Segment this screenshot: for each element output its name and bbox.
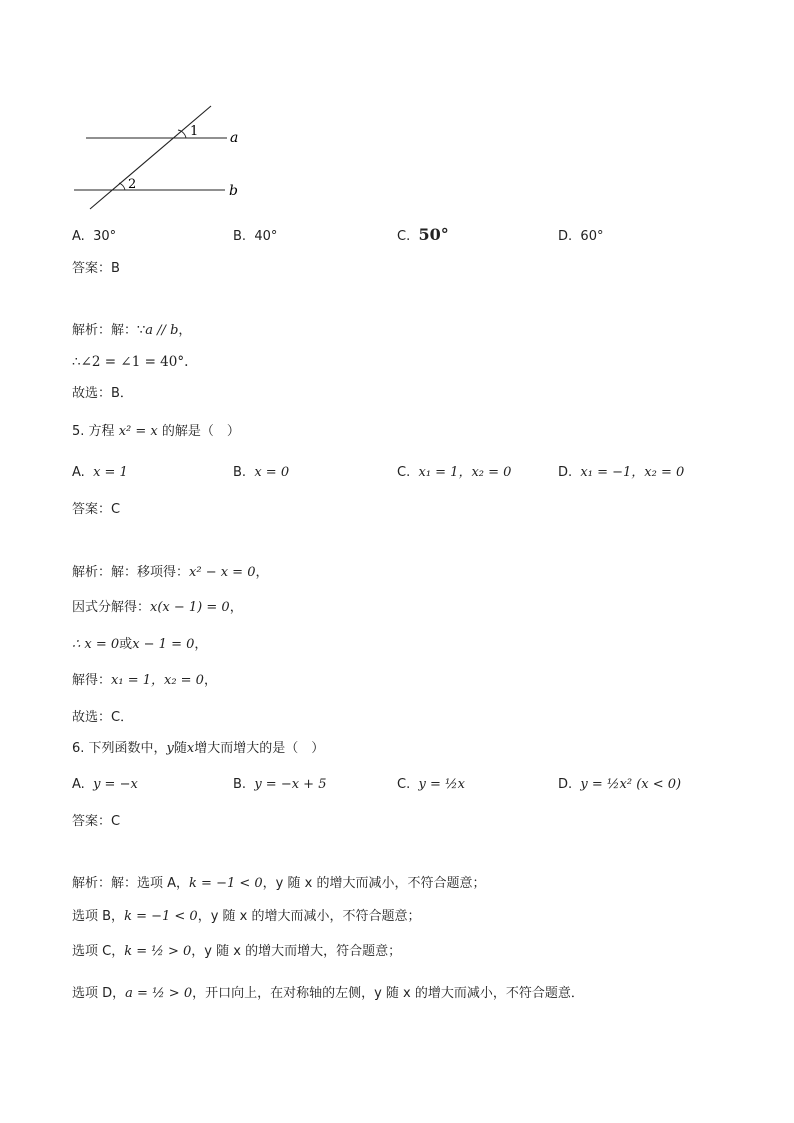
analysis-suffix: ，y 随 x 的增大而减小，不符合题意； [197, 909, 421, 924]
math-expression: x − 1 = 0 [132, 637, 195, 652]
math-expression: k = ½ > 0 [124, 944, 192, 959]
analysis-prefix: 选项 C， [72, 944, 125, 959]
analysis-suffix: ，y 随 x 的增大而减小，不符合题意； [262, 876, 486, 891]
q5-analysis-line-2 [72, 599, 243, 617]
q6-answer: 答案：C [72, 814, 121, 829]
option-value: x = 1 [93, 465, 128, 480]
q5-option-d [558, 464, 684, 482]
q4-option-d [558, 228, 603, 246]
q5-option-b [233, 464, 289, 482]
option-letter: D. [558, 465, 573, 480]
option-value: 40° [254, 229, 278, 244]
punctuation: ， [203, 673, 217, 688]
option-letter: C. [397, 777, 411, 792]
q4-option-b [233, 228, 277, 246]
option-letter: A. [72, 229, 85, 244]
question-text: 的解是（ ） [161, 424, 240, 439]
option-value: y = ½x² (x < 0) [580, 777, 682, 792]
option-letter: B. [233, 229, 247, 244]
line-a-label: a [230, 130, 239, 146]
q5-option-c [397, 464, 511, 482]
option-letter: B. [233, 465, 247, 480]
q5-stem [72, 423, 240, 441]
option-letter: A. [72, 465, 85, 480]
math-expression: x(x − 1) = 0 [150, 600, 230, 615]
q6-option-c [397, 776, 465, 794]
q5-analysis-line-4 [72, 672, 217, 690]
punctuation: ， [194, 637, 208, 652]
q6-stem [72, 740, 324, 758]
angle-2-label: 2 [128, 177, 137, 192]
option-letter: B. [233, 777, 247, 792]
q6-option-a [72, 776, 138, 794]
math-expression: k = −1 < 0 [189, 876, 263, 891]
q6-option-b [233, 776, 326, 794]
angle-1-label: 1 [190, 124, 199, 139]
punctuation: ， [229, 600, 243, 615]
q5-analysis-line-3 [72, 636, 207, 654]
step-label: 解得： [72, 673, 112, 688]
option-value: y = −x + 5 [254, 777, 327, 792]
q4-answer: 答案：B [72, 261, 120, 276]
q4-option-c [397, 226, 449, 246]
option-value: x = 0 [254, 465, 290, 480]
analysis-suffix: ，开口向上，在对称轴的左侧，y 随 x 的增大而减小，不符合题意． [192, 986, 584, 1001]
q4-analysis-line-1 [72, 322, 191, 340]
option-value: 60° [580, 229, 604, 244]
math-expression: a = ½ > 0 [125, 986, 193, 1001]
option-value: x₁ = −1，x₂ = 0 [580, 465, 685, 480]
q6-analysis-line-1 [72, 875, 485, 893]
option-letter: C. [397, 465, 411, 480]
q6-analysis-line-3 [72, 943, 401, 961]
math-expression: k = −1 < 0 [124, 909, 198, 924]
option-letter: C. [397, 229, 411, 244]
analysis-label: 解析：解：移项得： [72, 565, 190, 580]
question-number: 6. 下列函数中， [72, 741, 167, 756]
q5-answer: 答案：C [72, 502, 121, 517]
angle-1-arc [178, 130, 186, 138]
q6-analysis-line-4 [72, 985, 584, 1003]
math-expression: x₁ = 1，x₂ = 0 [111, 673, 204, 688]
step-label: 因式分解得： [72, 600, 151, 615]
line-b-label: b [229, 183, 238, 199]
analysis-label: 解析：解： [72, 323, 138, 338]
because-symbol: ∵ [137, 323, 146, 338]
math-expression: a // b [145, 323, 179, 338]
variable-x: x [186, 741, 195, 756]
punctuation: . [184, 354, 189, 370]
math-expression: x² = x [118, 424, 158, 439]
q4-option-a [72, 228, 116, 246]
option-value: y = ½x [418, 777, 465, 792]
q4-analysis-line-2 [72, 353, 188, 371]
or-text: 或 [119, 637, 133, 652]
option-letter: D. [558, 229, 573, 244]
q5-conclusion: 故选：C． [72, 710, 134, 725]
q5-option-a [72, 464, 128, 482]
option-value: 30° [93, 229, 117, 244]
punctuation: ， [255, 565, 269, 580]
transversal [90, 106, 211, 209]
question-text: 随 [173, 741, 187, 756]
q6-option-d [558, 776, 681, 794]
punctuation: ， [178, 323, 192, 338]
parallel-lines-figure [70, 102, 270, 212]
analysis-prefix: 选项 D， [72, 986, 126, 1001]
math-expression: ∴ x = 0 [72, 637, 120, 652]
option-value: 50° [418, 225, 449, 244]
question-text: 增大而增大的是（ ） [194, 741, 325, 756]
question-number: 5. 方程 [72, 424, 115, 439]
option-value: y = −x [93, 777, 138, 792]
math-expression: x² − x = 0 [189, 565, 256, 580]
q6-analysis-line-2 [72, 908, 421, 926]
option-value: x₁ = 1，x₂ = 0 [418, 465, 512, 480]
analysis-prefix: 选项 B， [72, 909, 125, 924]
q4-conclusion: 故选：B． [72, 386, 133, 401]
analysis-prefix: 解析：解：选项 A， [72, 876, 190, 891]
variable-y: y [166, 741, 174, 756]
math-expression: ∴∠2 = ∠1 = 40° [72, 354, 185, 370]
q5-analysis-line-1 [72, 564, 269, 582]
option-letter: D. [558, 777, 573, 792]
analysis-suffix: ，y 随 x 的增大而增大，符合题意； [191, 944, 402, 959]
option-letter: A. [72, 777, 85, 792]
